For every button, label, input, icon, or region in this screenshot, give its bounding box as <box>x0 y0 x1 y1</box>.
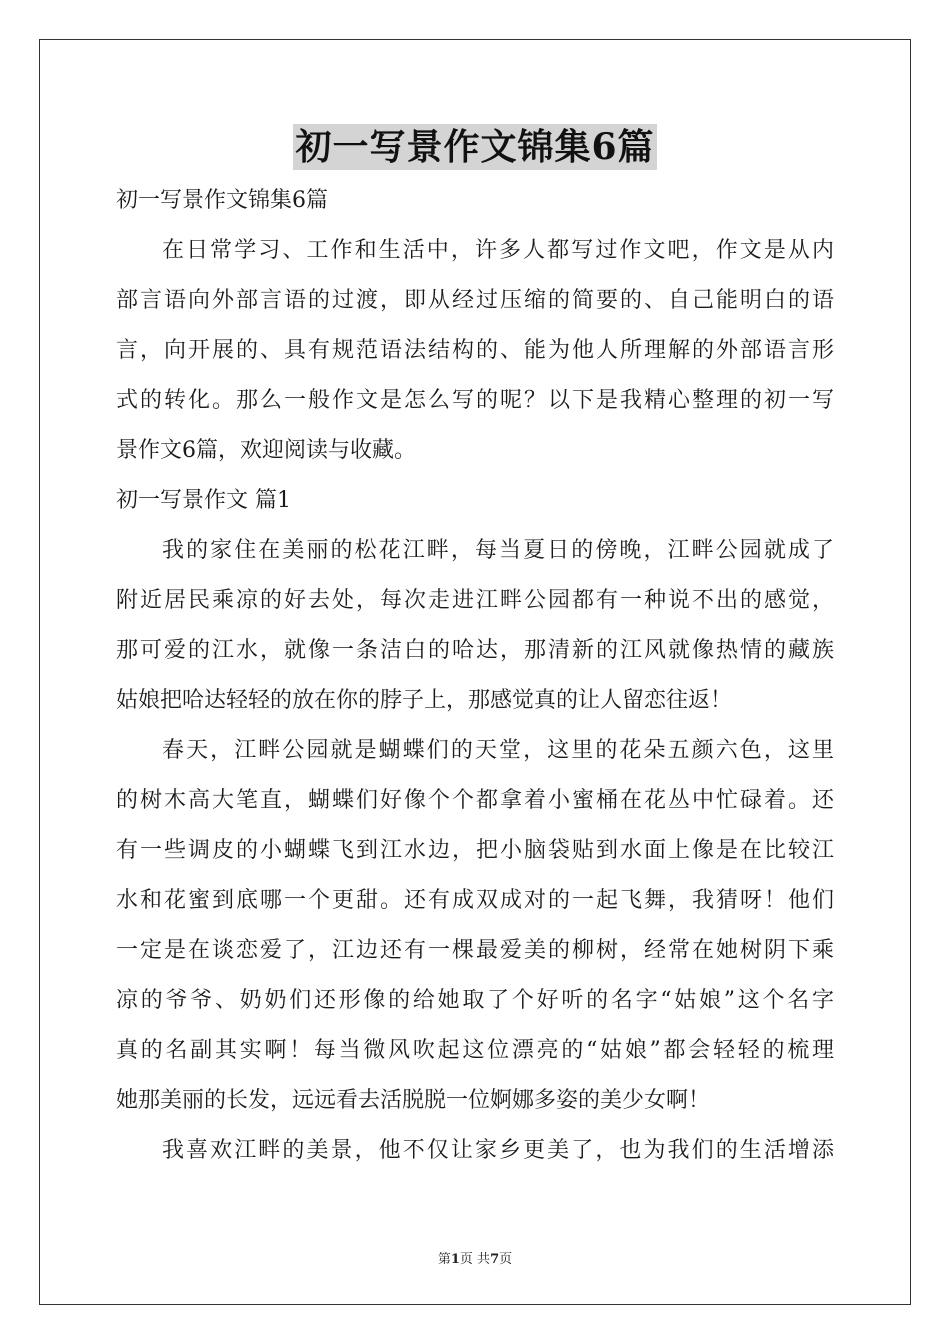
text-line: 春天，江畔公园就是蝴蝶们的天堂，这里的花朵五颜六色，这里 <box>162 738 834 763</box>
text-line: 的树木高大笔直，蝴蝶们好像个个都拿着小蜜桶在花丛中忙碌着。还 <box>116 788 834 813</box>
text-line: 水和花蜜到底哪一个更甜。还有成双成对的一起飞舞，我猜呀！他们 <box>116 888 834 913</box>
current-page-number: 1 <box>450 1252 460 1267</box>
text-line: 言，向开展的、具有规范语法结构的、能为他人所理解的外部语言形 <box>116 338 834 363</box>
page-label-prefix: 第 <box>437 1252 451 1267</box>
text-line: 凉的爷爷、奶奶们还形像的给她取了个好听的名字“姑娘”这个名字 <box>116 988 834 1013</box>
text-line: 那可爱的江水，就像一条洁白的哈达，那清新的江风就像热情的藏族 <box>116 638 834 663</box>
text-line: 真的名副其实啊！每当微风吹起这位漂亮的“姑娘”都会轻轻的梳理 <box>116 1038 834 1063</box>
document-body <box>116 176 834 1176</box>
text-line: 我的家住在美丽的松花江畔，每当夏日的傍晚，江畔公园就成了 <box>162 538 834 563</box>
text-line: 有一些调皮的小蝴蝶飞到江水边，把小脑袋贴到水面上像是在比较江 <box>116 838 834 863</box>
document-title-container <box>0 124 950 174</box>
document-title: 初一写景作文锦集6篇 <box>295 126 655 168</box>
text-line: 一定是在谈恋爱了，江边还有一棵最爱美的柳树，经常在她树阴下乘 <box>116 938 834 963</box>
section-heading: 初一写景作文锦集6篇 <box>116 188 328 213</box>
page-footer <box>0 1248 950 1267</box>
text-line: 在日常学习、工作和生活中，许多人都写过作文吧，作文是从内 <box>162 238 834 263</box>
text-line: 部言语向外部言语的过渡，即从经过压缩的简要的、自己能明白的语 <box>116 288 834 313</box>
page-label-suffix: 页 <box>499 1252 513 1267</box>
text-line: 附近居民乘凉的好去处，每次走进江畔公园都有一种说不出的感觉， <box>116 588 834 613</box>
text-line: 她那美丽的长发，远远看去活脱脱一位婀娜多姿的美少女啊！ <box>116 1088 711 1113</box>
text-line: 景作文6篇，欢迎阅读与收藏。 <box>116 438 416 463</box>
total-page-number: 7 <box>490 1252 500 1267</box>
section-heading: 初一写景作文 篇1 <box>116 488 291 513</box>
text-line: 我喜欢江畔的美景，他不仅让家乡更美了，也为我们的生活增添 <box>162 1138 834 1163</box>
page-label-mid: 页 共 <box>459 1252 491 1267</box>
text-line: 姑娘把哈达轻轻的放在你的脖子上，那感觉真的让人留恋往返！ <box>116 688 733 713</box>
text-line: 式的转化。那么一般作文是怎么写的呢？以下是我精心整理的初一写 <box>116 388 834 413</box>
